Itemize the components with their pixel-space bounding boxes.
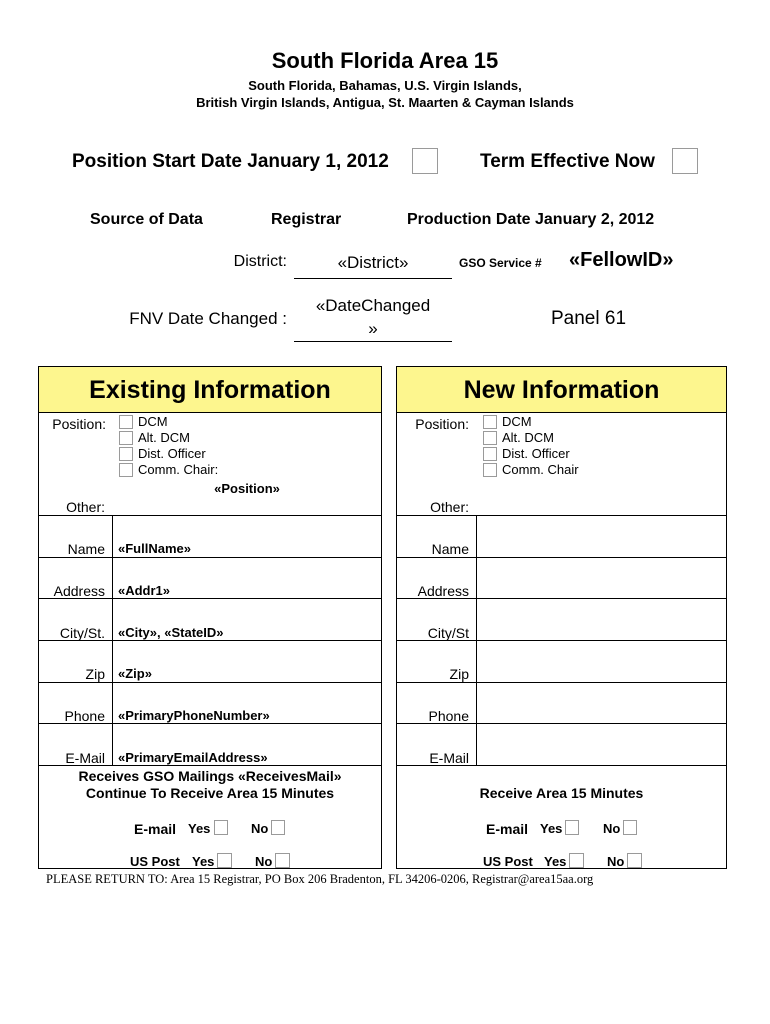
new-post-yes-checkbox[interactable] <box>569 853 584 868</box>
row-divider <box>397 723 726 724</box>
position-start-date: Position Start Date January 1, 2012 <box>72 151 389 172</box>
subtitle-line-2: British Virgin Islands, Antigua, St. Maarten & Cayman Islands <box>196 95 574 110</box>
existing-city-label: City/St. <box>59 625 105 641</box>
existing-information-panel <box>38 366 382 869</box>
existing-name-value: «FullName» <box>118 541 191 556</box>
page-title: South Florida Area 15 <box>271 48 499 73</box>
new-position-label: Position: <box>415 416 469 432</box>
existing-post-yes-label: Yes <box>192 854 215 869</box>
existing-email-yes-label: Yes <box>188 821 211 836</box>
existing-dist-officer-option: Dist. Officer <box>138 446 206 461</box>
new-dist-officer-option: Dist. Officer <box>502 446 570 461</box>
fnv-date-label: FNV Date Changed : <box>129 309 287 328</box>
term-effective-checkbox[interactable] <box>672 148 698 174</box>
new-dcm-checkbox[interactable] <box>483 415 497 429</box>
return-address-footer: PLEASE RETURN TO: Area 15 Registrar, PO Box 206 Bradenton, FL 34206-0206, Registrar@area15aa.org <box>46 872 594 886</box>
existing-alt-dcm-option: Alt. DCM <box>138 430 190 445</box>
fnv-date-value-end: » <box>368 319 378 338</box>
existing-comm-chair-checkbox[interactable] <box>119 463 133 477</box>
new-email-no-checkbox[interactable] <box>623 820 637 835</box>
existing-post-yes-checkbox[interactable] <box>217 853 232 868</box>
new-dcm-option: DCM <box>502 414 532 429</box>
existing-phone-label: Phone <box>64 708 105 724</box>
existing-other-label: Other: <box>66 499 105 515</box>
new-email-yes-label: Yes <box>540 821 563 836</box>
existing-name-label: Name <box>67 541 105 557</box>
row-divider <box>397 682 726 683</box>
new-dist-officer-checkbox[interactable] <box>483 447 497 461</box>
existing-email-label: E-Mail <box>65 750 105 766</box>
new-post-no-checkbox[interactable] <box>627 853 642 868</box>
existing-email-no-label: No <box>251 821 269 836</box>
existing-city-value: «City», «StateID» <box>118 625 224 640</box>
new-zip-label: Zip <box>449 666 469 682</box>
district-label: District: <box>233 253 287 270</box>
new-address-label: Address <box>417 583 469 599</box>
existing-alt-dcm-checkbox[interactable] <box>119 431 133 445</box>
subtitle-line-1: South Florida, Bahamas, U.S. Virgin Islands, <box>248 78 522 93</box>
new-phone-label: Phone <box>428 708 469 724</box>
existing-information-title: Existing Information <box>39 367 381 413</box>
existing-address-value: «Addr1» <box>118 583 171 598</box>
new-other-label: Other: <box>430 499 469 515</box>
source-of-data: Source of Data <box>90 211 203 228</box>
new-email-option-label: E-mail <box>486 821 529 837</box>
new-email-yes-checkbox[interactable] <box>565 820 579 835</box>
panel-number: Panel 61 <box>551 308 627 329</box>
gso-service-value: «FellowID» <box>569 249 674 271</box>
receives-gso-mailings: Receives GSO Mailings «ReceivesMail» <box>78 768 342 784</box>
row-divider <box>397 640 726 641</box>
new-information-title: New Information <box>397 367 726 413</box>
new-comm-chair-checkbox[interactable] <box>483 463 497 477</box>
row-divider <box>39 598 381 599</box>
production-date: Production Date January 2, 2012 <box>407 211 655 228</box>
existing-email-option-label: E-mail <box>134 821 177 837</box>
new-name-label: Name <box>431 541 469 557</box>
existing-dcm-option: DCM <box>138 414 168 429</box>
row-divider <box>39 682 381 683</box>
existing-email-yes-checkbox[interactable] <box>214 820 228 835</box>
row-divider <box>39 557 381 558</box>
district-value: «District» <box>337 253 409 272</box>
new-post-no-label: No <box>607 854 625 869</box>
existing-position-value: «Position» <box>214 481 280 496</box>
existing-post-no-checkbox[interactable] <box>275 853 290 868</box>
new-city-label: City/St <box>427 625 469 641</box>
continue-minutes: Continue To Receive Area 15 Minutes <box>85 785 335 801</box>
fnv-underline <box>294 341 452 342</box>
fnv-date-value: «DateChanged <box>315 296 431 315</box>
new-post-option-label: US Post <box>483 854 533 869</box>
new-post-yes-label: Yes <box>544 854 567 869</box>
existing-email-no-checkbox[interactable] <box>271 820 285 835</box>
existing-zip-value: «Zip» <box>118 666 152 681</box>
existing-email-value: «PrimaryEmailAddress» <box>118 750 268 765</box>
receive-minutes: Receive Area 15 Minutes <box>479 785 644 801</box>
existing-dist-officer-checkbox[interactable] <box>119 447 133 461</box>
existing-address-label: Address <box>53 583 105 599</box>
new-alt-dcm-option: Alt. DCM <box>502 430 554 445</box>
row-divider <box>397 515 726 516</box>
new-information-panel <box>396 366 727 869</box>
row-divider <box>39 515 381 516</box>
row-divider <box>397 557 726 558</box>
existing-post-no-label: No <box>255 854 273 869</box>
existing-phone-value: «PrimaryPhoneNumber» <box>118 708 270 723</box>
new-email-label: E-Mail <box>429 750 469 766</box>
existing-dcm-checkbox[interactable] <box>119 415 133 429</box>
term-effective-now: Term Effective Now <box>480 151 655 172</box>
new-email-no-label: No <box>603 821 621 836</box>
existing-position-label: Position: <box>52 416 106 432</box>
row-divider <box>397 598 726 599</box>
new-comm-chair-option: Comm. Chair <box>502 462 579 477</box>
position-start-checkbox[interactable] <box>412 148 438 174</box>
gso-service-label: GSO Service # <box>459 256 542 270</box>
row-divider <box>39 640 381 641</box>
existing-post-option-label: US Post <box>130 854 180 869</box>
row-divider <box>39 765 381 766</box>
registrar-label: Registrar <box>271 211 342 228</box>
district-underline <box>294 278 452 279</box>
new-alt-dcm-checkbox[interactable] <box>483 431 497 445</box>
row-divider <box>39 723 381 724</box>
existing-zip-label: Zip <box>85 666 105 682</box>
existing-comm-chair-option: Comm. Chair: <box>138 462 219 477</box>
row-divider <box>397 765 726 766</box>
